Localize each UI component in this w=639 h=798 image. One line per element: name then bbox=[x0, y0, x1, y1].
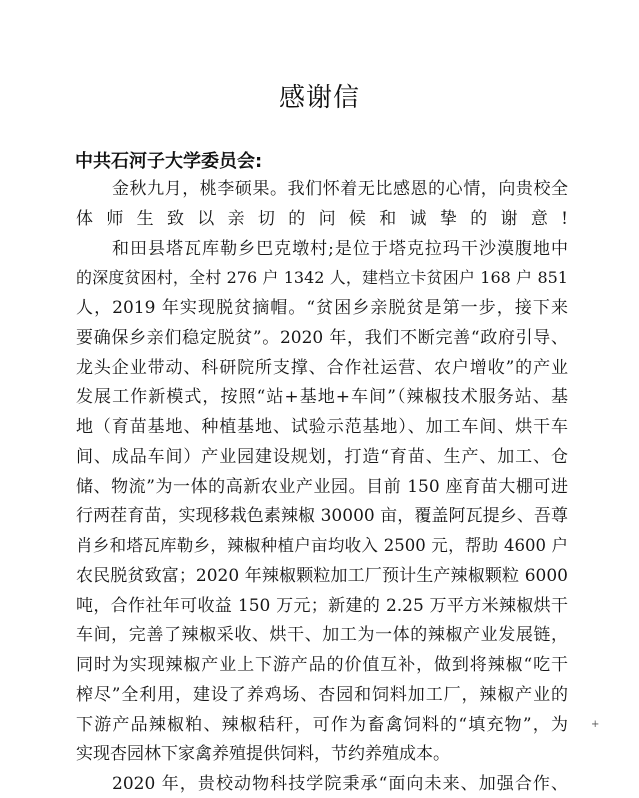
letter-title: 感谢信 bbox=[278, 83, 360, 113]
paragraph-line: 和田县塔瓦库勒乡巴克墩村;是位于塔克拉玛干沙漠腹地中 bbox=[112, 239, 568, 259]
paragraph-line: 榨尽”全利用，建设了养鸡场、杏园和饲料加工厂，辣椒产业的 bbox=[76, 685, 568, 705]
paragraph-line: 地（育苗基地、种植基地、试验示范基地）、加工车间、烘干车 bbox=[76, 417, 568, 437]
paragraph-line: 的深度贫困村，全村 276 户 1342 人，建档立卡贫困户 168 户 851 bbox=[76, 268, 568, 287]
paragraph-line: 肖乡和塔瓦库勒乡，辣椒种植户亩均收入 2500 元，帮助 4600 户 bbox=[76, 536, 568, 555]
paragraph-line: 行两茬育苗，实现移栽色素辣椒 30000 亩，覆盖阿瓦提乡、吾尊 bbox=[76, 506, 568, 526]
salutation: 中共石河子大学委员会: bbox=[75, 151, 263, 172]
paragraph-line: 人，2019 年实现脱贫摘帽。“贫困乡亲脱贫是第一步，接下来 bbox=[76, 298, 568, 318]
paragraph-line: 车间，完善了辣椒采收、烘干、加工为一体的辣椒产业发展链， bbox=[76, 625, 568, 645]
paragraph-line: 2020 年，贵校动物科技学院秉承“面向未来、加强合作、 bbox=[112, 774, 568, 794]
paragraph-line: 下游产品辣椒粕、辣椒秸秆，可作为畜禽饲料的“填充物”，为 bbox=[76, 715, 568, 735]
paragraph-line: 同时为实现辣椒产业上下游产品的价值互补，做到将辣椒“吃干 bbox=[76, 655, 568, 675]
margin-mark: + bbox=[591, 719, 600, 730]
paragraph-line: 金秋九月，桃李硕果。我们怀着无比感恩的心情，向贵校全 bbox=[112, 179, 568, 199]
paragraph-line: 体师生致以亲切的问候和诚挚的谢意! bbox=[76, 209, 568, 229]
paragraph-line: 间、成品车间）产业园建设规划，打造“育苗、生产、加工、仓 bbox=[76, 447, 568, 467]
paragraph-line: 实现杏园林下家禽养殖提供饲料，节约养殖成本。 bbox=[76, 744, 450, 764]
paragraph-line: 农民脱贫致富；2020 年辣椒颗粒加工厂预计生产辣椒颗粒 6000 bbox=[76, 566, 568, 586]
paragraph-line: 要确保乡亲们稳定脱贫”。2020 年，我们不断完善“政府引导、 bbox=[76, 328, 568, 348]
paragraph-line: 龙头企业带动、科研院所支撑、合作社运营、农户增收”的产业 bbox=[76, 358, 568, 378]
paragraph-line: 发展工作新模式，按照“站+基地+车间”（辣椒技术服务站、基 bbox=[76, 387, 568, 407]
paragraph-line: 吨，合作社年可收益 150 万元；新建的 2.25 万平方米辣椒烘干 bbox=[76, 596, 568, 616]
paragraph-line: 储、物流”为一体的高新农业产业园。目前 150 座育苗大棚可进 bbox=[76, 477, 568, 497]
